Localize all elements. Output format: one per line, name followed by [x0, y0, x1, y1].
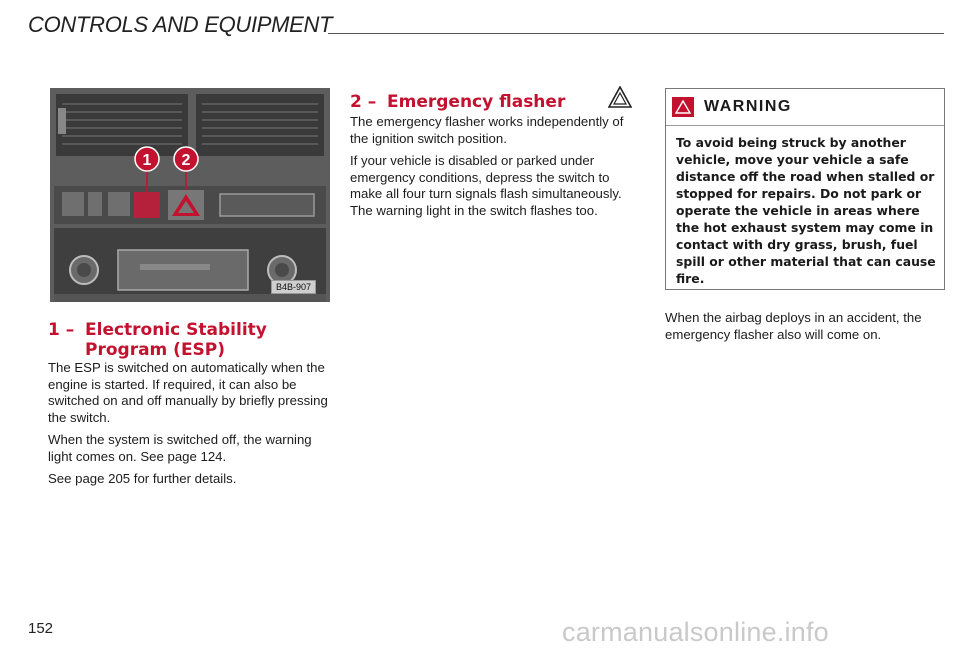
section2-number: 2 – [350, 92, 377, 112]
warning-box [665, 88, 945, 290]
section2-paragraph: The emergency flasher works independently of the ignition switch position. [350, 114, 624, 146]
section1-number: 1 – [48, 320, 75, 340]
footer-watermark: carmanualsonline.info [562, 617, 829, 647]
section1-paragraph: See page 205 for further details. [48, 471, 237, 486]
section1-paragraph: The ESP is switched on automatically when the engine is started. If required, it can also be switched on and off manually by briefly pressing the switch. [48, 360, 328, 425]
warning-text: To avoid being struck by another vehicle, move your vehicle a safe distance off the road when stalled or stopped for repairs. Do not park or operate the vehicle in areas where the hot exhaust system may come in contact with dry grass, brush, fuel spill or other material that can cause fire. [676, 135, 936, 286]
section2-body [350, 114, 635, 225]
section2-paragraph: If your vehicle is disabled or parked under emergency conditions, depress the switch to make all four turn signals flash simultaneously. The warning light in the switch flashes too. [350, 153, 622, 218]
page-title: CONTROLS AND EQUIPMENT [28, 12, 333, 37]
section1-body [48, 360, 333, 494]
page-header [28, 12, 944, 42]
section1-title: Electronic Stability Program (ESP) [85, 320, 267, 360]
dashboard-figure [50, 88, 330, 302]
figure-code: B4B-907 [271, 280, 316, 294]
warning-header [666, 89, 944, 126]
warning-title: WARNING [704, 98, 792, 115]
callout-layer [50, 88, 330, 302]
section2-title: Emergency flasher [387, 92, 566, 112]
warning-triangle-icon [608, 86, 632, 108]
warning-icon [672, 97, 694, 117]
section1-paragraph: When the system is switched off, the warning light comes on. See page 124. [48, 432, 312, 464]
page-number: 152 [28, 620, 54, 637]
airbag-note: When the airbag deploys in an accident, the emergency flasher also will come on. [665, 310, 922, 342]
callout-2-label: 2 [181, 152, 191, 169]
callout-1-label: 1 [142, 152, 152, 169]
header-rule [328, 33, 944, 34]
